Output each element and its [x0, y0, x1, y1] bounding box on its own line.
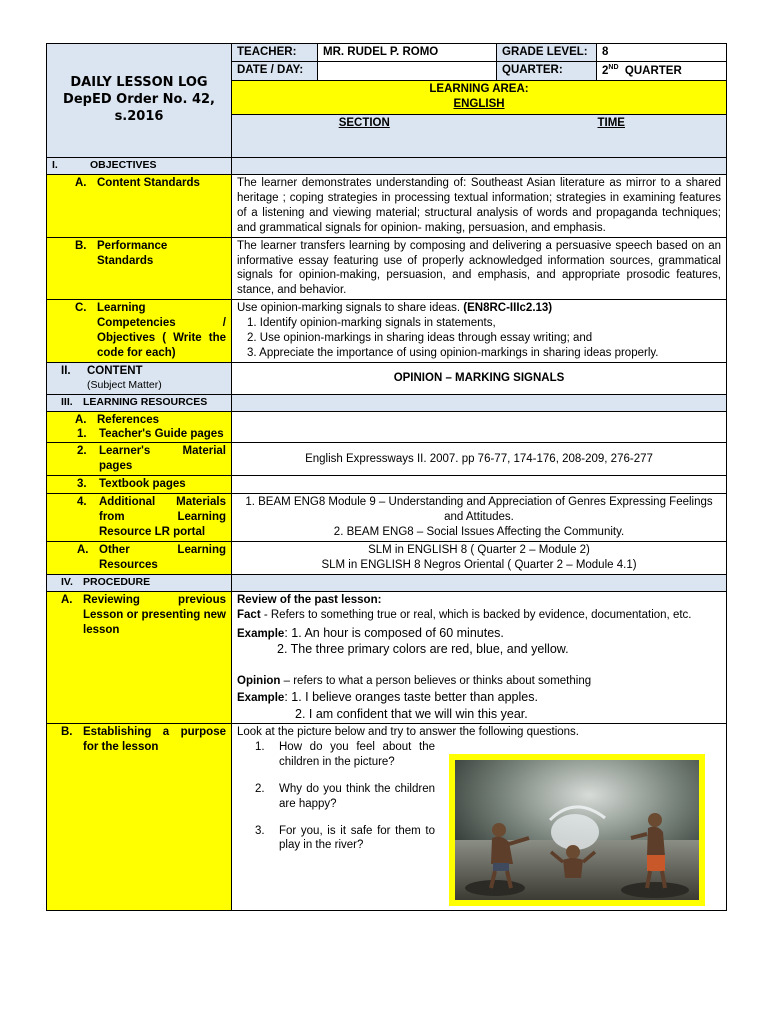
teachers-guide-value: [232, 411, 727, 443]
title-line-2: DepED Order No. 42,: [63, 92, 215, 108]
performance-standards-text: The learner transfers learning by composing and delivering a persuasive speech based on an informative essay featuring use of properly acknowledged information sources, grammatical signals for opinion-making, persuasion, and emphasis, and appropriate prosodic features, stance, and behavior.: [232, 237, 727, 300]
references-label: A. References 1. Teacher's Guide pages: [47, 411, 232, 443]
teacher-value: MR. RUDEL P. ROMO: [318, 44, 497, 62]
grade-level-value: 8: [597, 44, 727, 62]
title-line-3: s.2016: [114, 109, 164, 125]
quarter-label: QUARTER:: [497, 62, 597, 81]
children-playing-river-photo: [449, 754, 705, 906]
content-value: OPINION – MARKING SIGNALS: [232, 363, 727, 395]
log-title: [47, 44, 232, 158]
learning-resources-heading: III. LEARNING RESOURCES: [47, 395, 232, 412]
other-resources-label: A. Other Learning Resources: [47, 542, 232, 575]
other-resources-value: SLM in ENGLISH 8 ( Quarter 2 – Module 2) SLM in ENGLISH 8 Negros Oriental ( Quarter 2 – Module 4.1): [232, 542, 727, 575]
establishing-purpose-text: Look at the picture below and try to answer the following questions. 1. How do you feel about the children in the picture? 2. Why do you think the children are happy? 3. For you, is it safe for them to play in the river?: [232, 723, 727, 910]
competency-item: 1. Identify opinion-marking signals in statements,: [247, 317, 496, 330]
additional-materials-label: 4. Additional Materials from Learning Resource LR portal: [47, 494, 232, 542]
textbook-pages-value: [232, 476, 727, 494]
time-label: TIME: [497, 114, 727, 131]
textbook-pages-label: 3. Textbook pages: [47, 476, 232, 494]
learning-area: [232, 80, 727, 114]
quarter-value: 2ND QUARTER: [597, 62, 727, 81]
learning-competencies-label: C. Learning Competencies / Objectives ( Write the code for each): [47, 300, 232, 363]
reviewing-lesson-label: A. Reviewing previous Lesson or presenting new lesson: [47, 591, 232, 723]
competency-item: 3. Appreciate the importance of using opinion-markings in sharing ideas properly.: [247, 347, 659, 360]
date-day-value: [318, 62, 497, 81]
additional-materials-value: 1. BEAM ENG8 Module 9 – Understanding and Appreciation of Genres Expressing Feelings and Attitudes. 2. BEAM ENG8 – Social Issues Affecting the Community.: [232, 494, 727, 542]
procedure-heading-blank: [232, 574, 727, 591]
section-label: SECTION: [232, 114, 497, 131]
question-item: 1. How do you feel about the children in the picture?: [255, 740, 435, 768]
learning-area-label: LEARNING AREA:: [429, 83, 529, 96]
performance-standards-label: B. Performance Standards: [47, 237, 232, 300]
photo-illustration: [455, 760, 699, 900]
daily-lesson-log-table: [46, 43, 727, 911]
question-item: 3. For you, is it safe for them to play in the river?: [255, 824, 435, 852]
title-line-1: DAILY LESSON LOG: [70, 75, 208, 91]
question-item: 2. Why do you think the children are happy?: [255, 782, 435, 810]
learning-competencies-text: Use opinion-marking signals to share ideas. (EN8RC-IIIc2.13) 1. Identify opinion-marking signals in statements, 2. Use opinion-markings in sharing ideas through essay writing; and 3. Appreciate the importance of using opinion-markings in sharing ideas properly.: [232, 300, 727, 363]
learners-material-value: English Expressways II. 2007. pp 76-77, 174-176, 208-209, 276-277: [232, 443, 727, 476]
date-day-label: DATE / DAY:: [232, 62, 318, 81]
section-time-blank: [232, 132, 727, 158]
establishing-purpose-label: B. Establishing a purpose for the lesson: [47, 723, 232, 910]
teacher-label: TEACHER:: [232, 44, 318, 62]
reviewing-lesson-text: Review of the past lesson: Fact - Refers to something true or real, which is backed by evidence, documentation, etc. Example: 1. An hour is composed of 60 minutes. 2. The three primary colors are red, blue, and yellow. Opinion – refers to what a person believes or thinks about something Example: 1. I believe oranges taste better than apples. 2. I am confident that we will win this year.: [232, 591, 727, 723]
content-standards-label: A. Content Standards: [47, 174, 232, 237]
content-label: II. CONTENT (Subject Matter): [47, 363, 232, 395]
objectives-heading: I. OBJECTIVES: [47, 158, 232, 175]
objectives-heading-blank: [232, 158, 727, 175]
competency-item: 2. Use opinion-markings in sharing ideas through essay writing; and: [247, 332, 593, 345]
content-standards-text: The learner demonstrates understanding of: Southeast Asian literature as mirror to a shared heritage ; coping strategies in processing textual information; strategies in examining features of a listening and viewing material; structural analysis of words and propaganda techniques; and grammatical signals for opinion- making, persuasion, and emphasis.: [232, 174, 727, 237]
grade-level-label: GRADE LEVEL:: [497, 44, 597, 62]
learning-area-value: ENGLISH: [453, 98, 505, 111]
procedure-heading: IV. PROCEDURE: [47, 574, 232, 591]
learning-resources-blank: [232, 395, 727, 412]
learners-material-label: 2. Learner's Material pages: [47, 443, 232, 476]
